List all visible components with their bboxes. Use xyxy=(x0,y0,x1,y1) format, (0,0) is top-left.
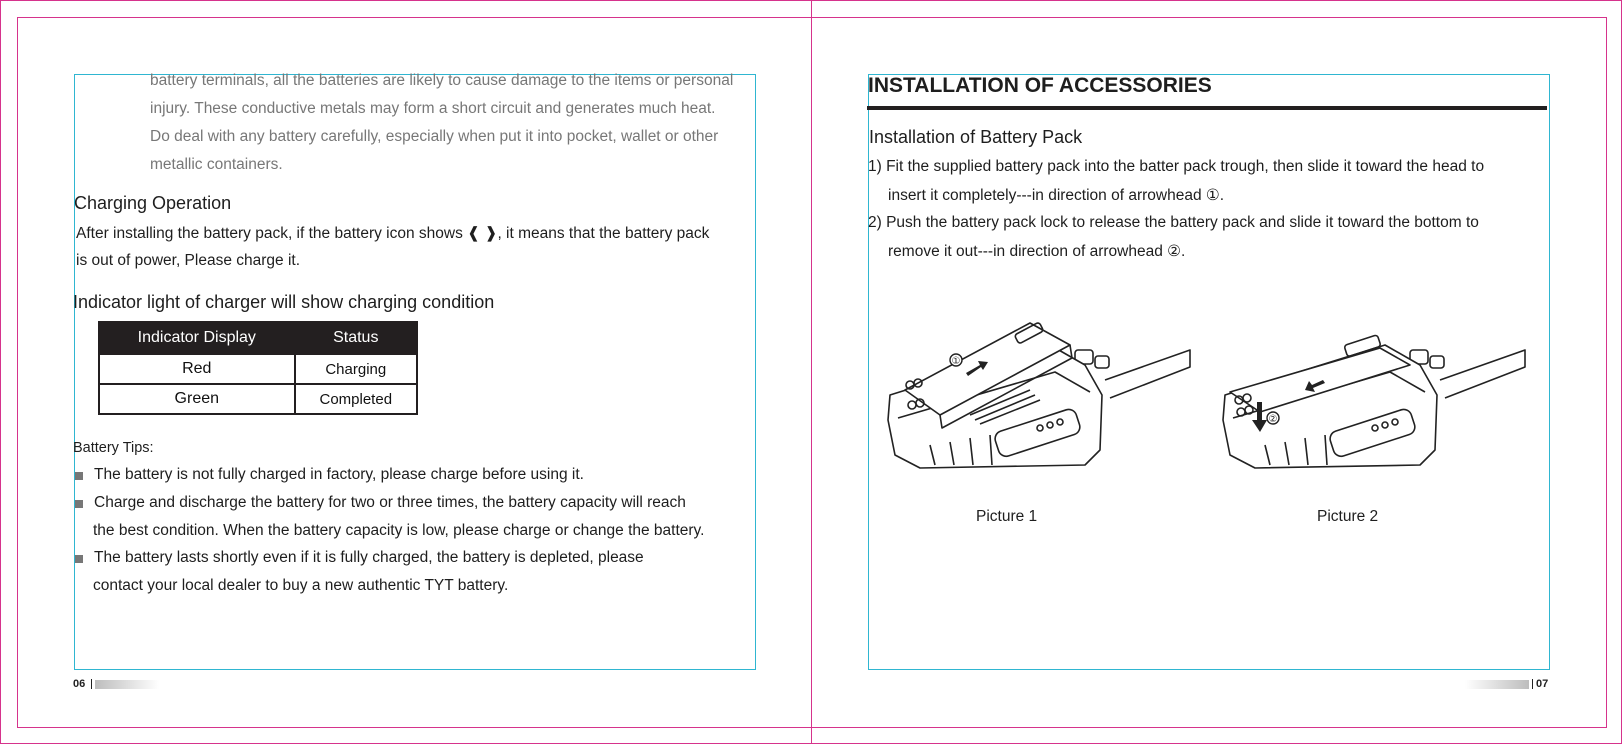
charging-line-2: is out of power, Please charge it. xyxy=(76,252,301,269)
tip-3-line-1: The battery lasts shortly even if it is fully charged, the battery is depleted, please xyxy=(94,549,644,566)
table-header-status: Status xyxy=(295,322,417,354)
tip-3-line-2: contact your local dealer to buy a new authentic TYT battery. xyxy=(93,577,509,594)
indicator-heading: Indicator light of charger will show charging condition xyxy=(73,292,495,312)
indicator-table xyxy=(98,321,418,415)
intro-line-2: injury. These conductive metals may form a short circuit and generates much heat. xyxy=(150,100,716,117)
charging-line-1-start: After installing the battery pack, if the battery icon shows xyxy=(76,225,463,242)
tip-2-line-2: the best condition. When the battery capacity is low, please charge or change the battery. xyxy=(93,522,705,539)
table-header-indicator: Indicator Display xyxy=(99,322,295,354)
page-title: INSTALLATION OF ACCESSORIES xyxy=(868,74,1212,97)
bullet-icon xyxy=(75,555,83,563)
intro-line-4: metallic containers. xyxy=(150,156,283,173)
step-1-line-2: insert it completely---in direction of arrowhead ①. xyxy=(888,187,1225,204)
table-cell-display: Green xyxy=(99,384,295,414)
intro-line-1: battery terminals, all the batteries are likely to cause damage to the items or personal xyxy=(150,72,734,89)
page-number-left: 06 xyxy=(73,678,86,690)
page-number-bar xyxy=(95,680,159,689)
tip-2-line-1: Charge and discharge the battery for two or three times, the battery capacity will reach xyxy=(94,494,686,511)
radio-battery-install-illustration xyxy=(880,320,1200,495)
page-number-right: 07 xyxy=(1536,678,1549,690)
arrowhead-2-marker: ② xyxy=(1268,414,1278,425)
trim-line-left xyxy=(0,0,1,744)
radio-battery-remove-illustration xyxy=(1215,320,1535,495)
step-1-line-1: 1) Fit the supplied battery pack into the batter pack trough, then slide it toward the head to xyxy=(868,158,1485,175)
tips-heading: Battery Tips: xyxy=(73,440,154,456)
step-2-line-1: 2) Push the battery pack lock to release the battery pack and slide it toward the bottom to xyxy=(868,214,1479,231)
table-cell-status: Completed xyxy=(295,384,417,414)
bullet-icon xyxy=(75,500,83,508)
charging-heading: Charging Operation xyxy=(74,193,232,213)
charging-line-1 xyxy=(76,224,709,243)
charging-line-1-end: , it means that the battery pack xyxy=(497,225,710,242)
picture-2-caption: Picture 2 xyxy=(1317,508,1379,525)
table-cell-display: Red xyxy=(99,354,295,384)
step-2-line-2: remove it out---in direction of arrowhead ②. xyxy=(888,243,1186,260)
page-number-divider xyxy=(91,679,92,689)
table-cell-status: Charging xyxy=(295,354,417,384)
battery-empty-icon: ❰ ❱ xyxy=(467,225,498,242)
title-rule xyxy=(867,106,1547,110)
picture-1-caption: Picture 1 xyxy=(976,508,1038,525)
tip-1-line-1: The battery is not fully charged in factory, please charge before using it. xyxy=(94,466,584,483)
table-row xyxy=(99,354,417,384)
bullet-icon xyxy=(75,472,83,480)
page-number-divider xyxy=(1532,679,1533,689)
page-number-bar xyxy=(1465,680,1529,689)
table-header-row xyxy=(99,322,417,354)
table-row xyxy=(99,384,417,414)
spine-line xyxy=(811,0,812,744)
intro-line-3: Do deal with any battery carefully, especially when put it into pocket, wallet or other xyxy=(150,128,719,145)
battery-pack-heading: Installation of Battery Pack xyxy=(869,127,1083,147)
arrowhead-1-marker: ① xyxy=(951,356,961,367)
